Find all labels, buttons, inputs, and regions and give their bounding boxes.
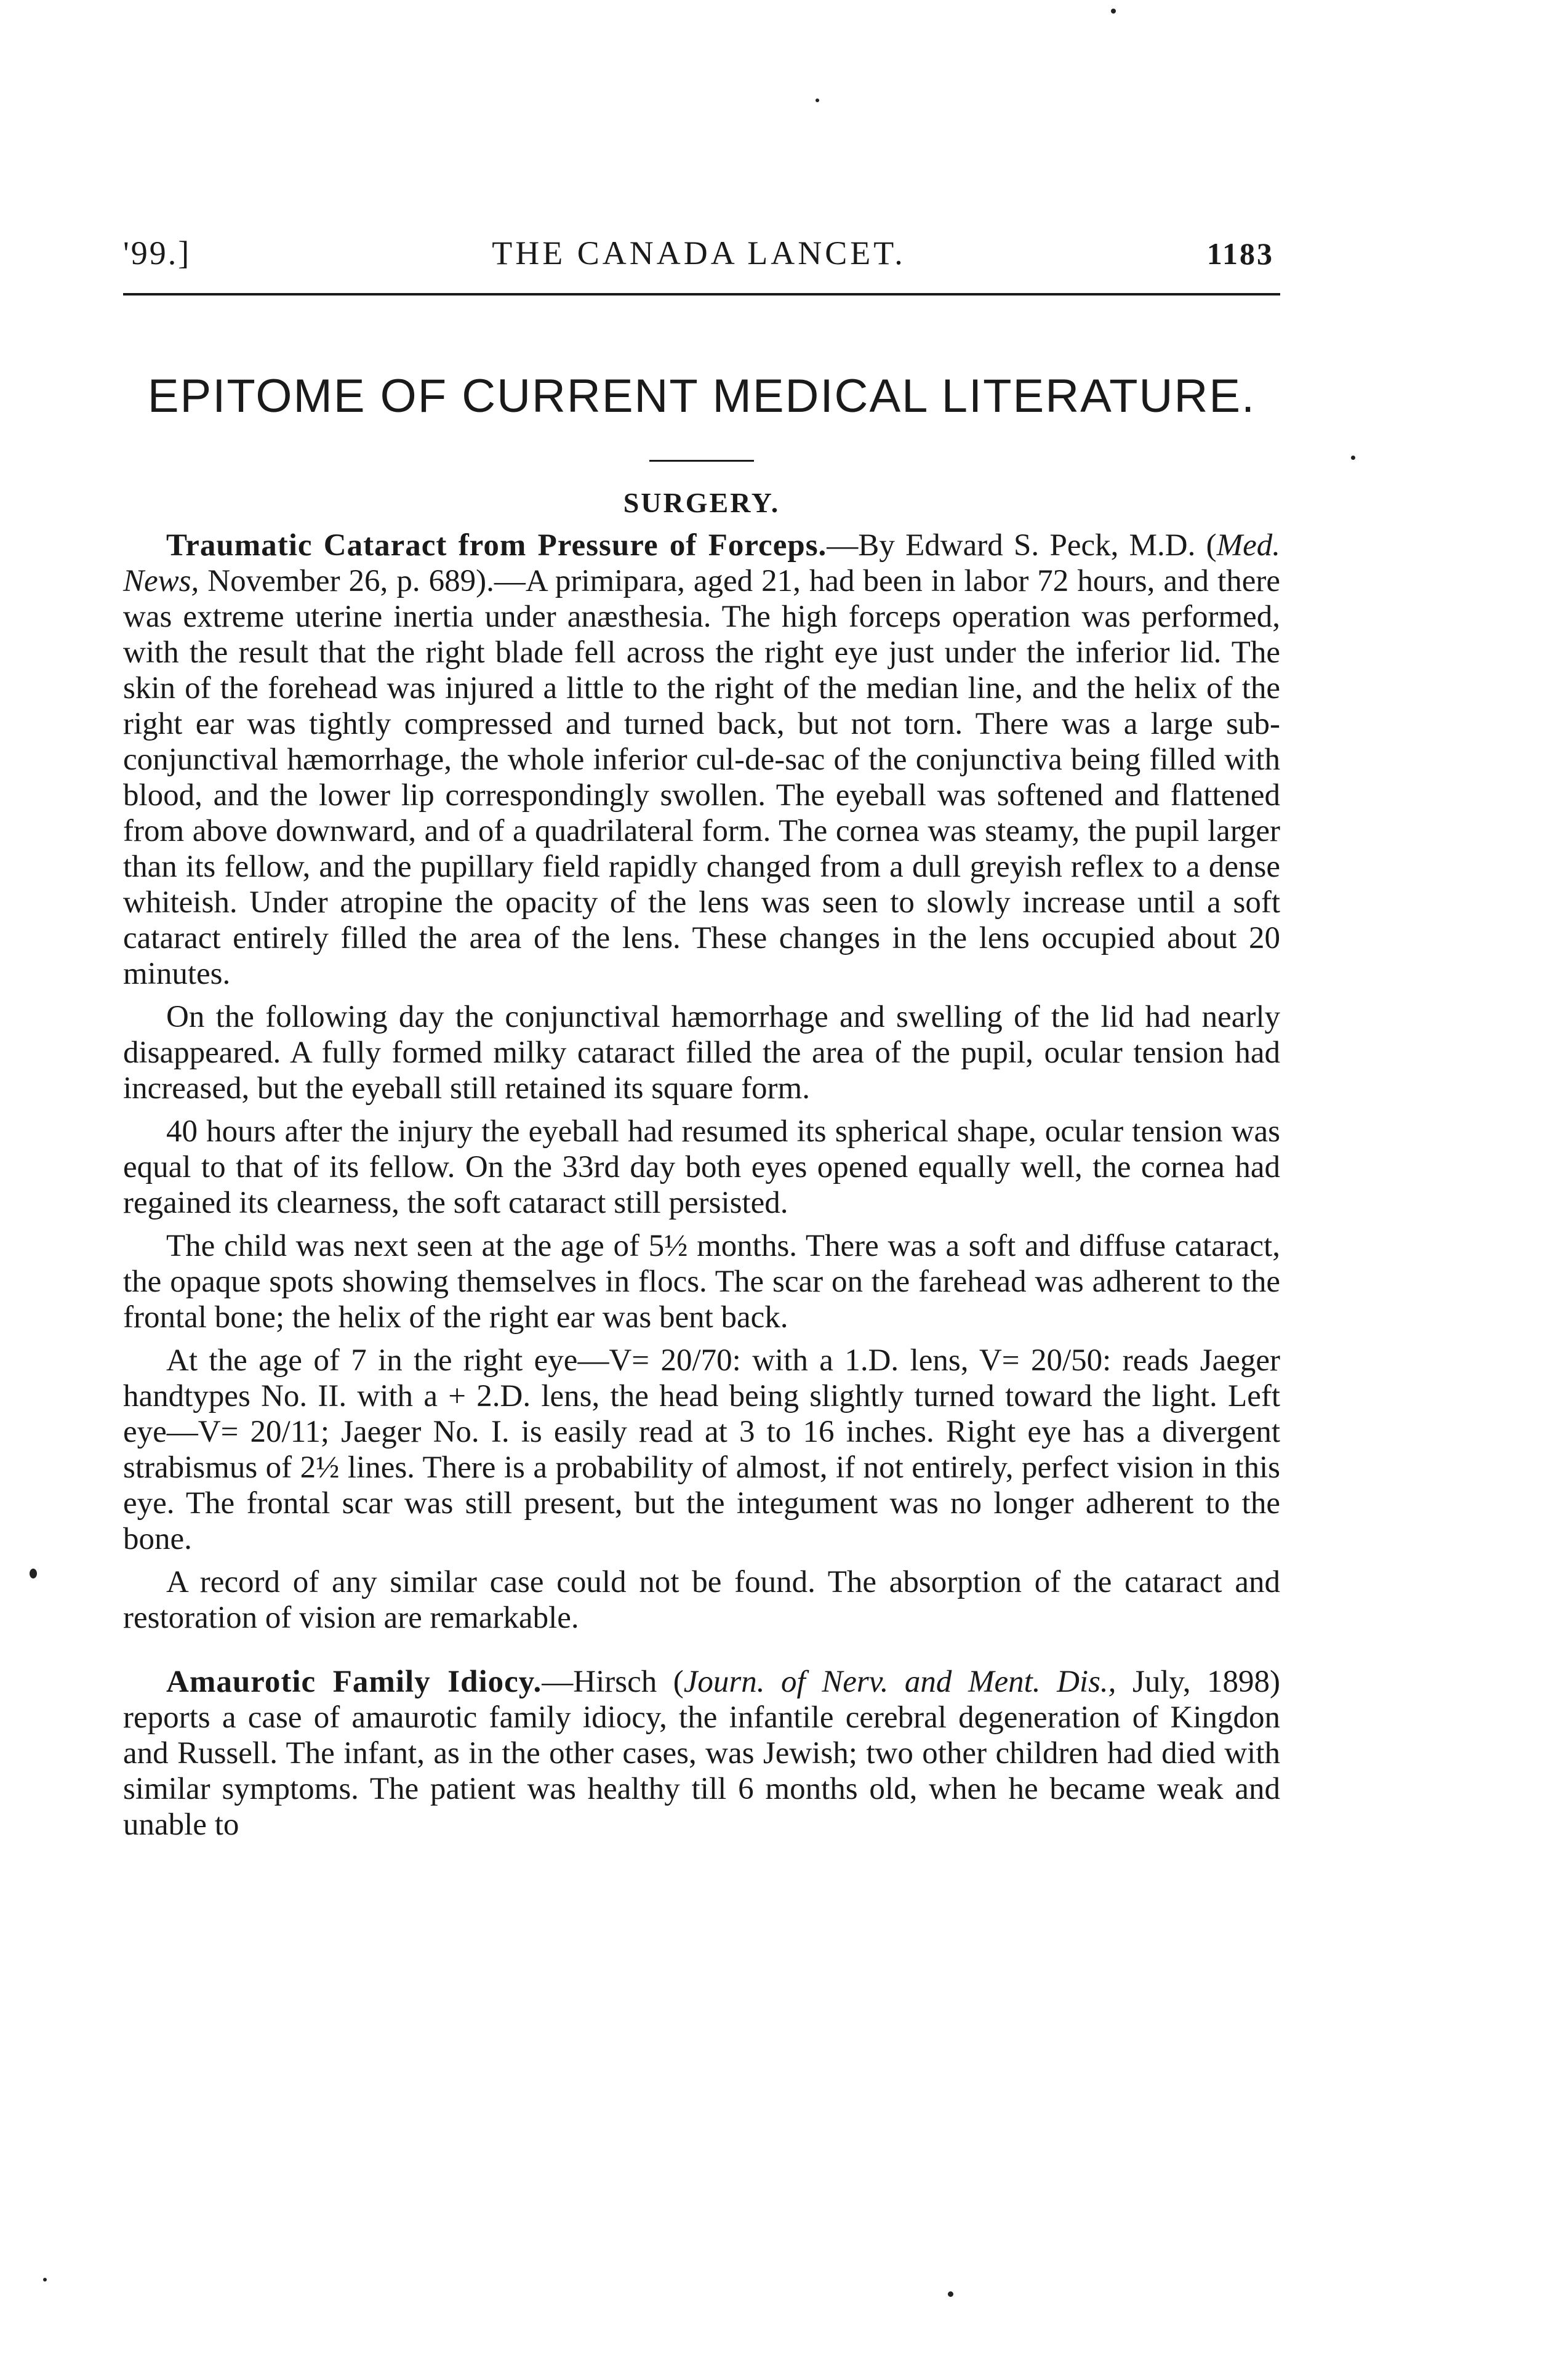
header-rule [123, 293, 1280, 295]
title-divider [649, 460, 754, 462]
paragraph: At the age of 7 in the right eye—V= 20/70: with a 1.D. lens, V= 20/50: reads Jaeger handtypes No. II. with a + 2.D. lens, the head being slightly turned toward the light. Left eye—V= 20/11; Jaeger No. I. is easily read at 3 to 16 inches. Right eye has a divergent strabismus of 2½ lines. There is a probability of almost, if not entirely, perfect vision in this eye. The frontal scar was still present, but the integument was no longer adherent to the bone. [123, 1343, 1280, 1556]
header-journal-title: THE CANADA LANCET. [492, 235, 906, 271]
scan-speck [1111, 9, 1116, 14]
scan-speck [948, 2291, 953, 2297]
paragraph: On the following day the conjunctival hæmorrhage and swelling of the lid had nearly disappeared. A fully formed milky cataract filled the area of the pupil, ocular tension had increased, but the eyeball still retained its square form. [123, 1000, 1280, 1106]
paragraph: A record of any similar case could not be found. The absorption of the cataract and restoration of vision are remarkable. [123, 1565, 1280, 1635]
article-title: Amaurotic Family Idiocy. [166, 1665, 542, 1699]
scan-speck [816, 98, 819, 102]
article-byline-a: —By Edward S. Peck, M.D. ( [827, 528, 1217, 563]
article-body: July, 1898) reports a case of amaurotic family idiocy, the infantile cerebral degeneration of Kingdon and Russell. The infant, as in the other cases, was Jewish; two other children had died with similar symptoms. The patient was healthy till 6 months old, when he became weak and unable to [123, 1665, 1280, 1842]
article-byline-a: —Hirsch ( [542, 1665, 684, 1699]
page-number: 1183 [1206, 236, 1274, 271]
paragraph: 40 hours after the injury the eyeball had resumed its spherical shape, ocular tension was equal to that of its fellow. On the 33rd day both eyes opened equally well, the cornea had regained its clearness, the soft cataract still persisted. [123, 1114, 1280, 1220]
article-title: Traumatic Cataract from Pressure of Forceps. [166, 528, 827, 563]
running-head [123, 234, 1280, 272]
section-title: EPITOME OF CURRENT MEDICAL LITERATURE. [147, 370, 1256, 422]
article-amaurotic-idiocy-lead [123, 1664, 1280, 1843]
journal-page [123, 234, 1280, 1850]
scan-speck [43, 2278, 47, 2282]
article-traumatic-cataract-lead [123, 528, 1280, 992]
paragraph: The child was next seen at the age of 5½ months. There was a soft and diffuse cataract, the opaque spots showing themselves in flocs. The scar on the farehead was adherent to the frontal bone; the helix of the right ear was bent back. [123, 1229, 1280, 1335]
article-body: November 26, p. 689).—A primipara, aged 21, had been in labor 72 hours, and there was extreme uterine inertia under anæsthesia. The high forceps operation was performed, with the result that the right blade fell across the right eye just under the inferior lid. The skin of the forehead was injured a little to the right of the median line, and the helix of the right ear was tightly compressed and turned back, but not torn. There was a large sub-conjunctival hæmorrhage, the whole inferior cul-de-sac of the conjunctiva being filled with blood, and the lower lip correspondingly swollen. The eyeball was softened and flattened from above downward, and of a quadrilateral form. The cornea was steamy, the pupil larger than its fellow, and the pupillary field rapidly changed from a dull greyish reflex to a dense whiteish. Under atropine the opacity of the lens was seen to slowly increase until a soft cataract entirely filled the area of the lens. These changes in the lens occupied about 20 minutes. [123, 564, 1280, 991]
subsection-heading: SURGERY. [623, 487, 780, 518]
header-issue: '99.] [123, 235, 191, 271]
scan-speck [30, 1569, 37, 1578]
scan-speck [1351, 456, 1355, 460]
journal-citation: Med. News, [123, 528, 1280, 598]
journal-citation: Journ. of Nerv. and Ment. Dis., [683, 1665, 1116, 1699]
